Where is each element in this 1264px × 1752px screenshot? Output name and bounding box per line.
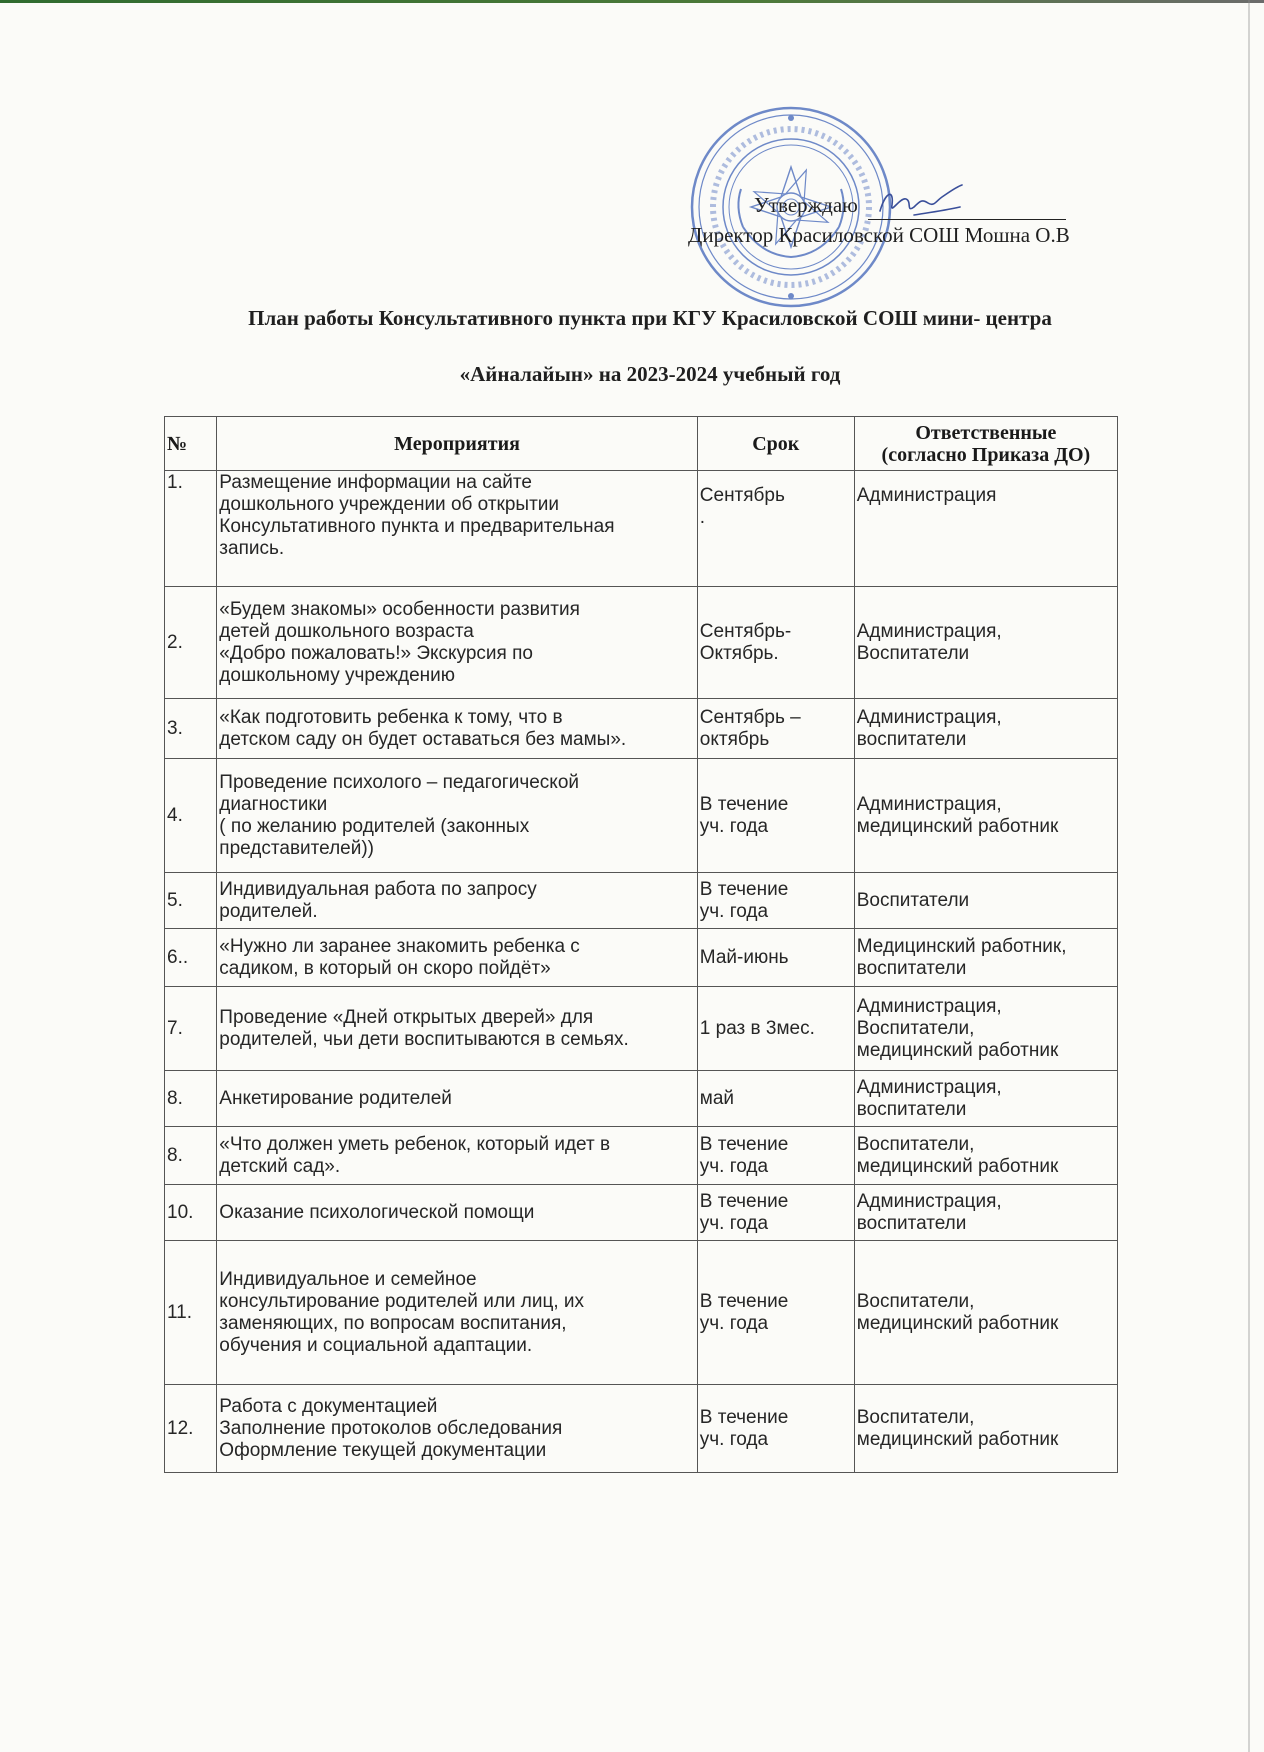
row-event (217, 1127, 697, 1185)
row-term-line: уч. года (699, 1312, 769, 1334)
table-row (165, 1385, 1118, 1473)
scan-right-edge (1248, 0, 1250, 1752)
row-event-line: детском саду он будет оставаться без мамы». (219, 728, 627, 750)
row-responsible-line: Воспитатели (856, 642, 970, 664)
row-responsible-line: Воспитатели, (856, 1017, 975, 1039)
table-body (165, 471, 1118, 1473)
row-term-line: В течение (699, 1406, 789, 1428)
row-term-line: октябрь (699, 728, 770, 750)
approval-block (680, 190, 1140, 250)
row-event-line: «Как подготовить ребенка к тому, что в (219, 706, 563, 728)
row-term (697, 587, 854, 699)
row-responsible (854, 759, 1117, 873)
row-num: 3. (165, 699, 217, 759)
row-responsible-line: Администрация, (856, 620, 1002, 642)
row-responsible-line: Воспитатели (856, 889, 970, 911)
row-event-line: родителей, чьи дети воспитываются в семьях. (219, 1028, 629, 1050)
row-responsible (854, 1241, 1117, 1385)
row-event-line: Проведение психолого – педагогической (219, 771, 580, 793)
row-event-line: ( по желанию родителей (законных (219, 815, 530, 837)
row-event-line: родителей. (219, 900, 318, 922)
row-term-line: В течение (699, 1133, 789, 1155)
table-row (165, 873, 1118, 929)
row-responsible (854, 471, 1117, 587)
row-responsible-line: медицинский работник (856, 1039, 1059, 1061)
row-responsible-line: воспитатели (856, 728, 967, 750)
row-event (217, 1185, 697, 1241)
row-responsible-line: воспитатели (856, 1212, 967, 1234)
row-event (217, 1241, 697, 1385)
row-term-line: уч. года (699, 815, 769, 837)
row-num: 8. (165, 1127, 217, 1185)
row-event (217, 1385, 697, 1473)
row-event-line: заменяющих, по вопросам воспитания, (219, 1312, 567, 1334)
row-event (217, 929, 697, 987)
row-event-line: диагностики (219, 793, 328, 815)
row-term-line: уч. года (699, 1212, 769, 1234)
row-term-line: В течение (699, 1290, 789, 1312)
row-term-line: май (699, 1087, 735, 1109)
table-row (165, 1185, 1118, 1241)
row-term (697, 1241, 854, 1385)
row-term-line: В течение (699, 1190, 789, 1212)
approval-line (680, 190, 1140, 220)
row-event-line: Оказание психологической помощи (219, 1201, 535, 1223)
row-event-line: «Нужно ли заранее знакомить ребенка с (219, 935, 580, 957)
row-responsible-line: Воспитатели, (856, 1290, 975, 1312)
row-event-line: Консультативного пункта и предварительная (219, 516, 615, 537)
row-term-line: уч. года (699, 1428, 769, 1450)
row-event-line: запись. (219, 538, 285, 559)
signature-line (868, 199, 1066, 220)
row-event-line: дошкольного учреждении об открытии (219, 494, 559, 515)
row-term-line: В течение (699, 793, 789, 815)
row-responsible (854, 987, 1117, 1071)
row-term (697, 699, 854, 759)
row-event-line: детей дошкольного возраста (219, 620, 474, 642)
row-num: 12. (165, 1385, 217, 1473)
row-event-line: представителей)) (219, 837, 374, 859)
row-event-line: детский сад». (219, 1155, 341, 1177)
row-num: 5. (165, 873, 217, 929)
row-event-line: садиком, в который он скоро пойдёт» (219, 957, 551, 979)
header-responsible (854, 417, 1117, 471)
row-term-line: Сентябрь- (699, 620, 792, 642)
row-event-line: консультирование родителей или лиц, их (219, 1290, 585, 1312)
table-row (165, 1071, 1118, 1127)
row-term-line: уч. года (699, 1155, 769, 1177)
table-row (165, 699, 1118, 759)
row-term (697, 1127, 854, 1185)
row-responsible-line: Медицинский работник, (856, 935, 1067, 957)
row-event (217, 471, 697, 587)
row-responsible-line: Воспитатели, (856, 1133, 975, 1155)
row-responsible-line: медицинский работник (856, 1428, 1059, 1450)
document-title-line-1: План работы Консультативного пункта при КГУ Красиловской СОШ мини- центра (248, 306, 1052, 330)
row-num: 1. (165, 471, 217, 587)
row-responsible (854, 1071, 1117, 1127)
table-row (165, 759, 1118, 873)
row-responsible (854, 1385, 1117, 1473)
row-term-line: Октябрь. (699, 642, 779, 664)
row-responsible-line: Администрация, (856, 1190, 1002, 1212)
row-event (217, 759, 697, 873)
table-row (165, 471, 1118, 587)
row-responsible (854, 1127, 1117, 1185)
row-responsible-line: медицинский работник (856, 815, 1059, 837)
row-term-line: Сентябрь (699, 485, 785, 506)
row-term-line: уч. года (699, 900, 769, 922)
row-num: 2. (165, 587, 217, 699)
table-row (165, 1127, 1118, 1185)
row-event (217, 587, 697, 699)
row-num: 8. (165, 1071, 217, 1127)
row-responsible (854, 699, 1117, 759)
table-header-row (165, 417, 1118, 471)
row-term (697, 929, 854, 987)
row-term-line: 1 раз в 3мес. (699, 1017, 815, 1039)
row-responsible-line: Администрация, (856, 706, 1002, 728)
row-responsible-line: воспитатели (856, 957, 967, 979)
row-responsible-line: воспитатели (856, 1098, 967, 1120)
row-term-line: Сентябрь – (699, 706, 801, 728)
row-responsible (854, 1185, 1117, 1241)
table-row (165, 587, 1118, 699)
row-event-line: Проведение «Дней открытых дверей» для (219, 1006, 594, 1028)
row-term (697, 1071, 854, 1127)
row-term (697, 1385, 854, 1473)
row-num: 4. (165, 759, 217, 873)
header-responsible-line-1: Ответственные (915, 421, 1057, 444)
row-responsible-line: медицинский работник (856, 1312, 1059, 1334)
row-event (217, 873, 697, 929)
header-event: Мероприятия (217, 417, 697, 471)
row-term (697, 471, 854, 587)
row-event (217, 987, 697, 1071)
row-event-line: Индивидуальное и семейное (219, 1268, 477, 1290)
row-responsible-line: Администрация, (856, 995, 1002, 1017)
row-event-line: Работа с документацией (219, 1395, 438, 1417)
row-responsible (854, 873, 1117, 929)
row-term-line: Май-июнь (699, 946, 789, 968)
row-responsible (854, 929, 1117, 987)
row-num: 7. (165, 987, 217, 1071)
table-row (165, 987, 1118, 1071)
row-term (697, 987, 854, 1071)
table-row (165, 929, 1118, 987)
row-term-line: . (699, 507, 706, 528)
header-num: № (165, 417, 217, 471)
row-event-line: «Что должен уметь ребенок, который идет в (219, 1133, 611, 1155)
row-event-line: «Добро пожаловать!» Экскурсия по (219, 642, 533, 664)
row-responsible-line: Администрация, (856, 1076, 1002, 1098)
document-title-line-2: «Айналайын» на 2023-2024 учебный год (459, 362, 841, 386)
row-term (697, 873, 854, 929)
row-responsible-line: Воспитатели, (856, 1406, 975, 1428)
row-num: 10. (165, 1185, 217, 1241)
row-responsible-line: Администрация (856, 485, 997, 506)
row-term (697, 759, 854, 873)
plan-table (164, 416, 1118, 1473)
approve-label: Утверждаю (754, 193, 858, 217)
row-event-line: Оформление текущей документации (219, 1439, 547, 1461)
row-event (217, 699, 697, 759)
row-event-line: обучения и социальной адаптации. (219, 1334, 533, 1356)
row-event (217, 1071, 697, 1127)
scan-top-edge (0, 0, 1264, 3)
header-responsible-line-2: (согласно Приказа ДО) (881, 443, 1091, 466)
row-event-line: Размещение информации на сайте (219, 472, 532, 493)
row-num: 6.. (165, 929, 217, 987)
row-num: 11. (165, 1241, 217, 1385)
row-event-line: Заполнение протоколов обследования (219, 1417, 563, 1439)
row-responsible (854, 587, 1117, 699)
director-line: Директор Красиловской СОШ Мошна О.В (688, 223, 1070, 247)
director-signature (876, 181, 966, 223)
row-event-line: дошкольному учреждению (219, 664, 456, 686)
table-row (165, 1241, 1118, 1385)
row-event-line: «Будем знакомы» особенности развития (219, 598, 580, 620)
header-term: Срок (697, 417, 854, 471)
row-event-line: Анкетирование родителей (219, 1087, 452, 1109)
row-term-line: В течение (699, 878, 789, 900)
row-term (697, 1185, 854, 1241)
row-responsible-line: медицинский работник (856, 1155, 1059, 1177)
row-responsible-line: Администрация, (856, 793, 1002, 815)
row-event-line: Индивидуальная работа по запросу (219, 878, 537, 900)
